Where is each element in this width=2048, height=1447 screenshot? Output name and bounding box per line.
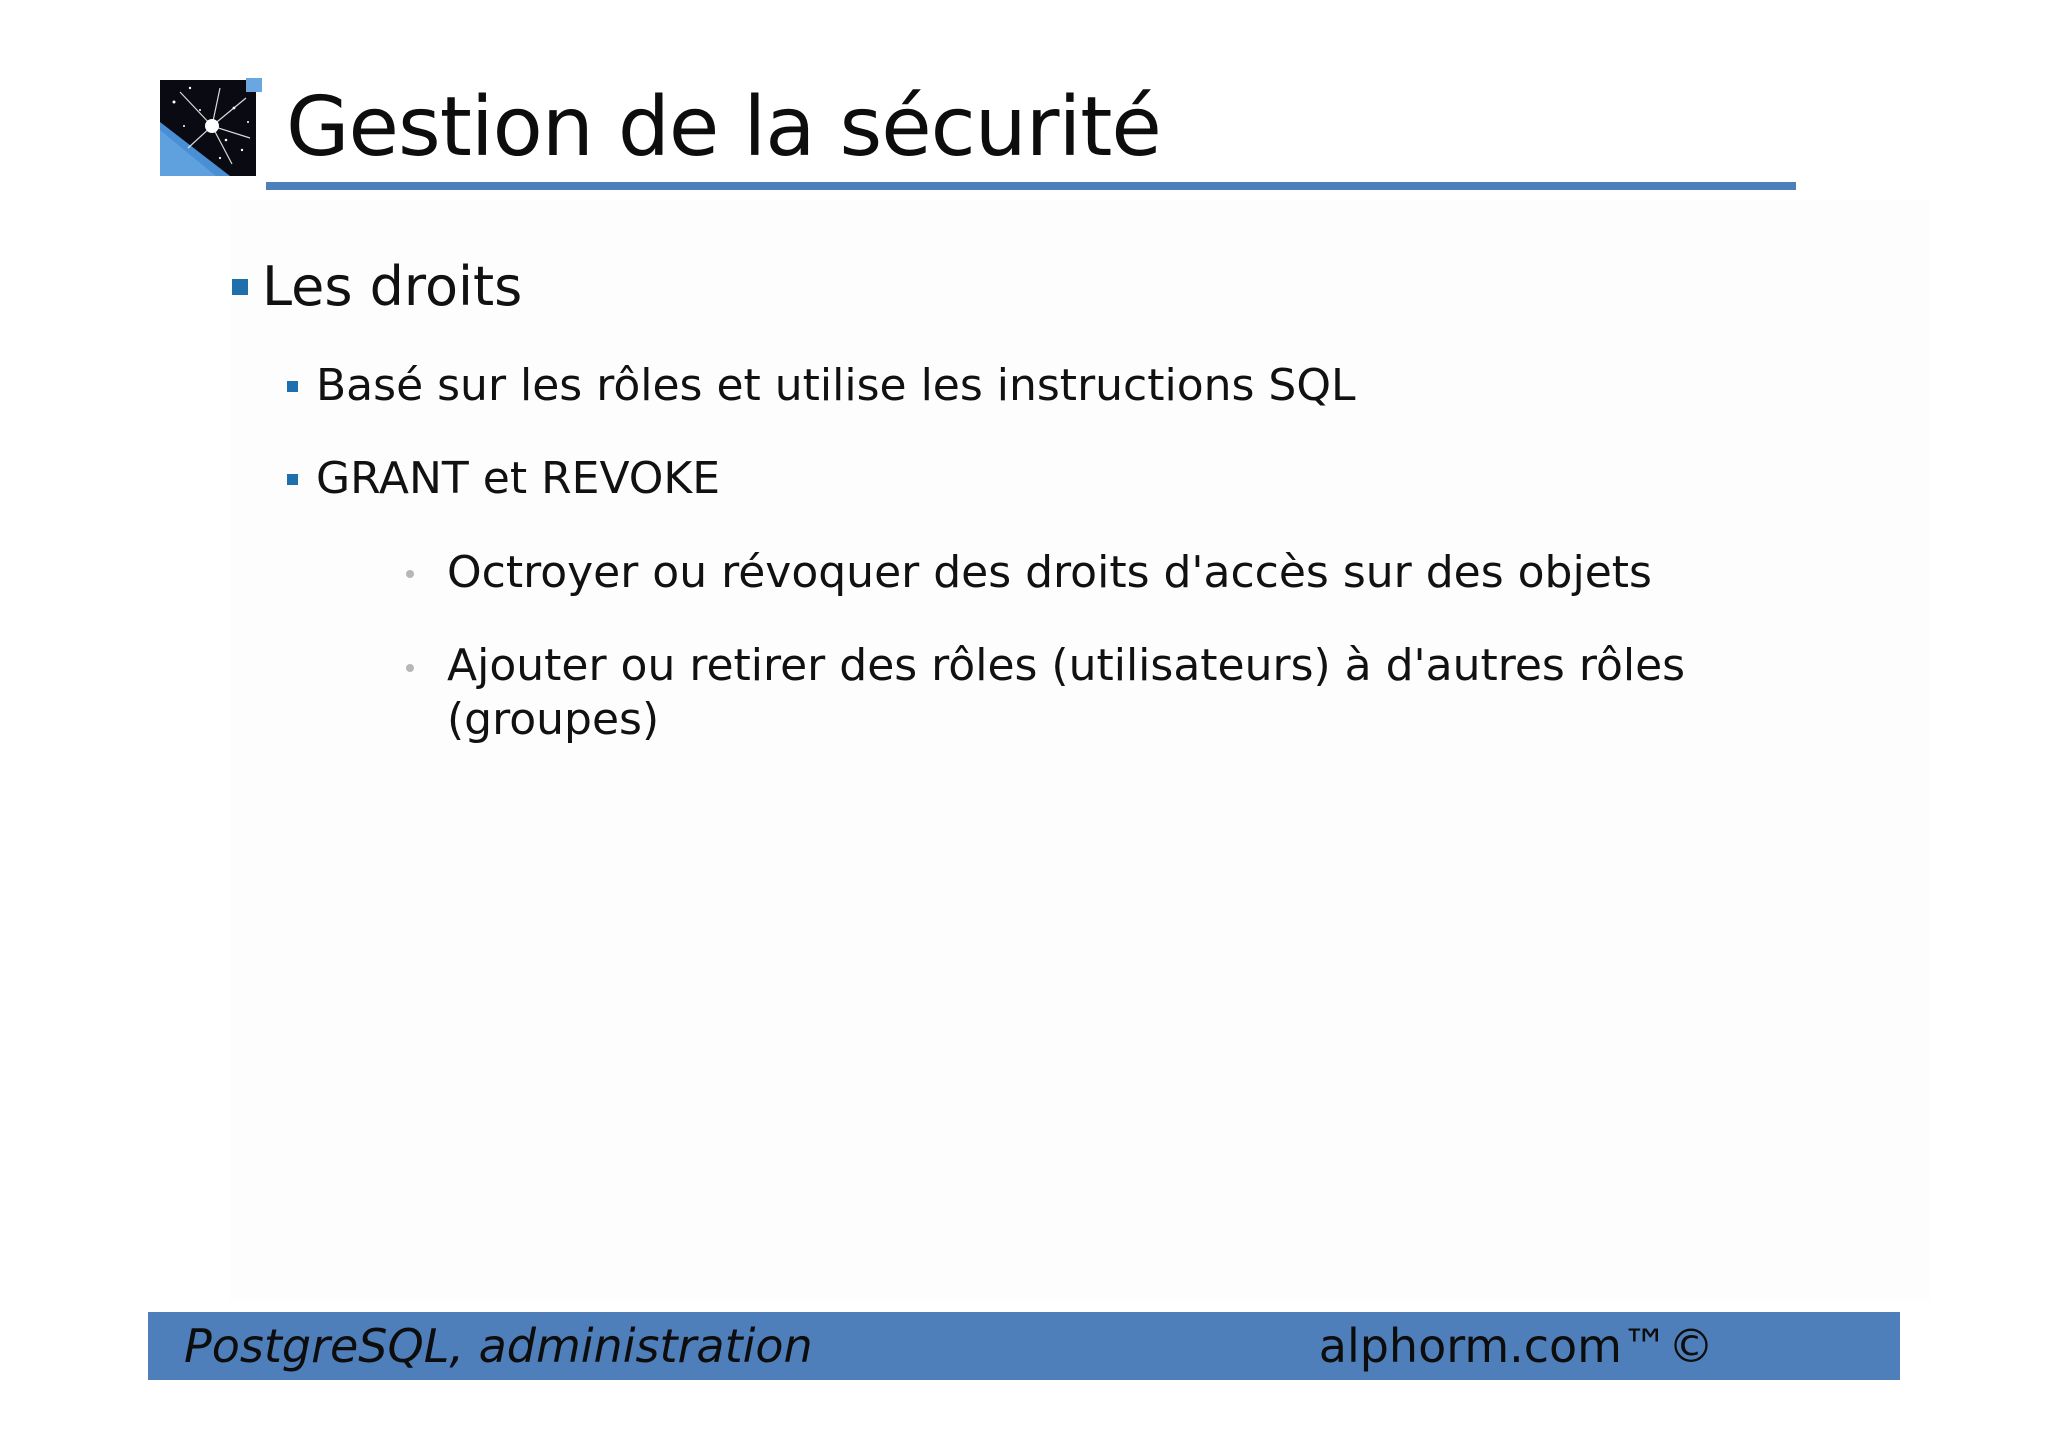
- square-bullet-icon: [232, 279, 248, 295]
- dot-bullet-icon: [406, 570, 414, 578]
- dot-bullet-icon: [406, 664, 414, 672]
- bullet-level3: Ajouter ou retirer des rôles (utilisateurs) à d'autres rôles (groupes): [447, 640, 1686, 745]
- bullet-level1: Les droits: [262, 255, 523, 318]
- bullet-level2: Basé sur les rôles et utilise les instructions SQL: [316, 360, 1356, 411]
- footer-copyright: alphorm.com™©: [1318, 1319, 1714, 1373]
- square-bullet-icon: [287, 474, 298, 485]
- slide-title: Gestion de la sécurité: [286, 80, 1161, 175]
- footer-course-title: PostgreSQL, administration: [184, 1319, 813, 1373]
- bullet-level3: Octroyer ou révoquer des droits d'accès sur des objets: [447, 547, 1652, 598]
- square-bullet-icon: [287, 381, 298, 392]
- constellation-logo-icon: [160, 78, 262, 176]
- title-divider: [266, 182, 1796, 190]
- bullet-level2: GRANT et REVOKE: [316, 453, 721, 504]
- footer-bar: [148, 1312, 1900, 1380]
